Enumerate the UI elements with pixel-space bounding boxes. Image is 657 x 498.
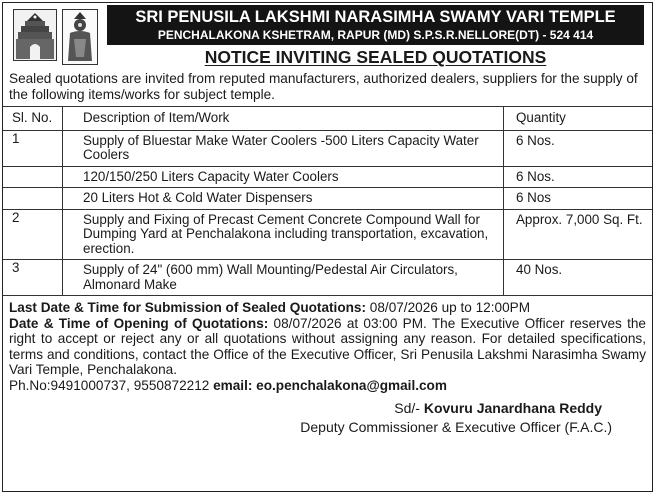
row-quantity: 6 Nos. xyxy=(504,130,653,166)
row-quantity: 40 Nos. xyxy=(504,260,653,296)
sd-mark: Sd/- xyxy=(394,400,420,416)
row-sl: 1 xyxy=(3,130,63,166)
table-row xyxy=(3,188,652,210)
row-description: Supply of Bluestar Make Water Coolers -500 Liters Capacity Water Coolers xyxy=(63,130,504,166)
table-row xyxy=(3,130,652,166)
table-row xyxy=(3,166,652,188)
notice-document xyxy=(2,2,653,492)
header-sl-no: Sl. No. xyxy=(3,107,63,131)
signatory-designation: Deputy Commissioner & Executive Officer (F.A.C.) xyxy=(300,419,612,435)
table-header-row xyxy=(3,107,652,131)
row-description: Supply and Fixing of Precast Cement Concrete Compound Wall for Dumping Yard at Penchalakona including transportation, excavation, erection. xyxy=(63,209,504,260)
temple-address: PENCHALAKONA KSHETRAM, RAPUR (MD) S.P.S.R.NELLORE(DT) - 524 414 xyxy=(157,28,594,42)
phone-numbers: Ph.No:9491000737, 9550872212 xyxy=(9,377,214,393)
header-description: Description of Item/Work xyxy=(63,107,504,131)
row-description: Supply of 24" (600 mm) Wall Mounting/Pedestal Air Circulators, Almonard Make xyxy=(63,260,504,296)
header-quantity: Quantity xyxy=(504,107,653,131)
last-date-label: Last Date & Time for Submission of Sealed Quotations: xyxy=(9,300,367,315)
row-quantity: 6 Nos. xyxy=(504,166,653,188)
last-date-value: 08/07/2026 up to 12:00PM xyxy=(366,300,531,315)
temple-gopuram-logo xyxy=(13,9,57,61)
row-quantity: Approx. 7,000 Sq. Ft. xyxy=(504,209,653,260)
last-date-line xyxy=(9,300,646,316)
row-sl xyxy=(3,188,63,210)
deity-image xyxy=(62,9,98,65)
contact-line xyxy=(9,378,646,394)
footer-paragraph xyxy=(9,300,646,393)
row-description: 120/150/250 Liters Capacity Water Coolers xyxy=(63,166,504,188)
table-row xyxy=(3,209,652,260)
notice-title: NOTICE INVITING SEALED QUOTATIONS xyxy=(204,47,547,67)
email-label: email: xyxy=(213,377,253,393)
opening-text xyxy=(9,316,646,378)
temple-name: SRI PENUSILA LAKSHMI NARASIMHA SWAMY VARI TEMPLE xyxy=(135,8,616,26)
notice-header xyxy=(3,3,652,71)
row-description: 20 Liters Hot & Cold Water Dispensers xyxy=(63,188,504,210)
opening-label: Date & Time of Opening of Quotations: xyxy=(9,315,269,331)
row-sl: 2 xyxy=(3,209,63,260)
title-band xyxy=(107,5,644,45)
row-sl xyxy=(3,166,63,188)
row-quantity: 6 Nos xyxy=(504,188,653,210)
row-sl: 3 xyxy=(3,260,63,296)
signatory-name: Kovuru Janardhana Reddy xyxy=(419,400,602,416)
intro-paragraph: Sealed quotations are invited from reputed manufacturers, authorized dealers, suppliers for the supply of the following items/works for subject temple. xyxy=(9,71,638,102)
table-row xyxy=(3,260,652,296)
signatory-line xyxy=(3,399,602,417)
opening-value: 08/07/2026 at 03:00 PM. The Executive Officer reserves the right to accept or reject any or all quotations without assigning any reason. For detailed specifications, terms and conditions, contact the Office of the Executive Officer, Sri Penusila Lakshmi Narasimha Swamy Vari Temple, Penchalakona. xyxy=(9,315,646,377)
email-address: eo.penchalakona@gmail.com xyxy=(252,377,447,393)
designation-block xyxy=(3,418,612,436)
items-table xyxy=(3,106,652,296)
signature-block xyxy=(3,399,602,417)
